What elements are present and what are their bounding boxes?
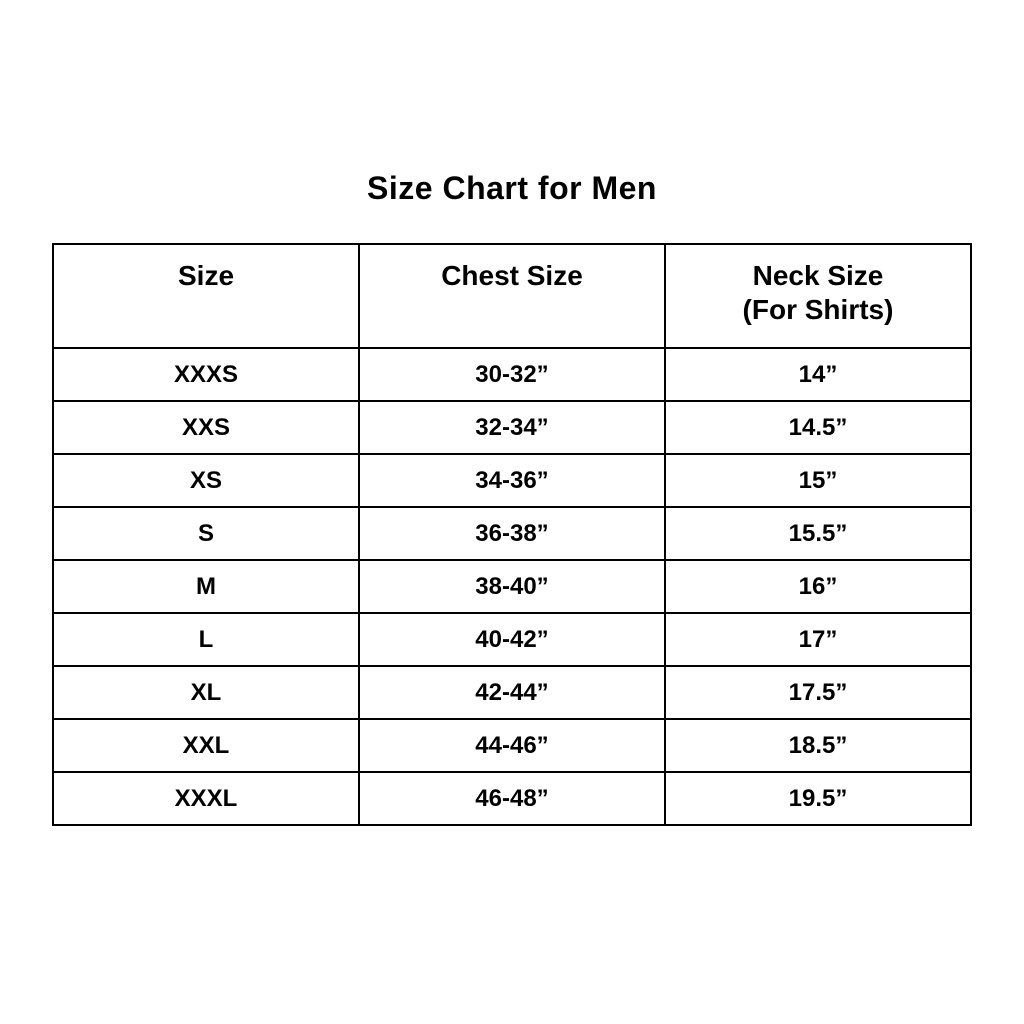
size-cell: XXXS bbox=[53, 348, 359, 401]
table-row bbox=[53, 719, 971, 772]
size-cell: XXS bbox=[53, 401, 359, 454]
size-cell: XXXL bbox=[53, 772, 359, 825]
size-chart-table bbox=[52, 243, 972, 826]
chest-cell: 34-36” bbox=[359, 454, 665, 507]
table-row bbox=[53, 401, 971, 454]
chest-cell: 38-40” bbox=[359, 560, 665, 613]
chest-cell: 42-44” bbox=[359, 666, 665, 719]
header-size-label: Size bbox=[177, 260, 235, 291]
neck-cell: 14.5” bbox=[665, 401, 971, 454]
header-neck-sublabel: (For Shirts) bbox=[742, 294, 894, 325]
neck-cell: 15” bbox=[665, 454, 971, 507]
table-row bbox=[53, 454, 971, 507]
chest-cell: 30-32” bbox=[359, 348, 665, 401]
table-row bbox=[53, 613, 971, 666]
size-cell: M bbox=[53, 560, 359, 613]
table-row bbox=[53, 348, 971, 401]
header-cell-neck bbox=[665, 244, 971, 348]
neck-cell: 19.5” bbox=[665, 772, 971, 825]
chest-cell: 36-38” bbox=[359, 507, 665, 560]
size-cell: XL bbox=[53, 666, 359, 719]
neck-cell: 18.5” bbox=[665, 719, 971, 772]
size-cell: XS bbox=[53, 454, 359, 507]
table-row bbox=[53, 666, 971, 719]
table-row bbox=[53, 772, 971, 825]
neck-cell: 17” bbox=[665, 613, 971, 666]
table-row bbox=[53, 507, 971, 560]
size-table-body bbox=[53, 348, 971, 825]
chest-cell: 32-34” bbox=[359, 401, 665, 454]
chest-cell: 44-46” bbox=[359, 719, 665, 772]
header-neck-label: Neck Size bbox=[752, 260, 884, 291]
size-cell: S bbox=[53, 507, 359, 560]
header-row bbox=[53, 244, 971, 348]
neck-cell: 15.5” bbox=[665, 507, 971, 560]
header-cell-chest bbox=[359, 244, 665, 348]
page-title: Size Chart for Men bbox=[367, 170, 657, 206]
header-cell-size bbox=[53, 244, 359, 348]
size-cell: XXL bbox=[53, 719, 359, 772]
neck-cell: 17.5” bbox=[665, 666, 971, 719]
table-row bbox=[53, 560, 971, 613]
header-chest-label: Chest Size bbox=[441, 260, 583, 291]
chest-cell: 46-48” bbox=[359, 772, 665, 825]
neck-cell: 14” bbox=[665, 348, 971, 401]
neck-cell: 16” bbox=[665, 560, 971, 613]
size-cell: L bbox=[53, 613, 359, 666]
table-header bbox=[53, 244, 971, 348]
chest-cell: 40-42” bbox=[359, 613, 665, 666]
